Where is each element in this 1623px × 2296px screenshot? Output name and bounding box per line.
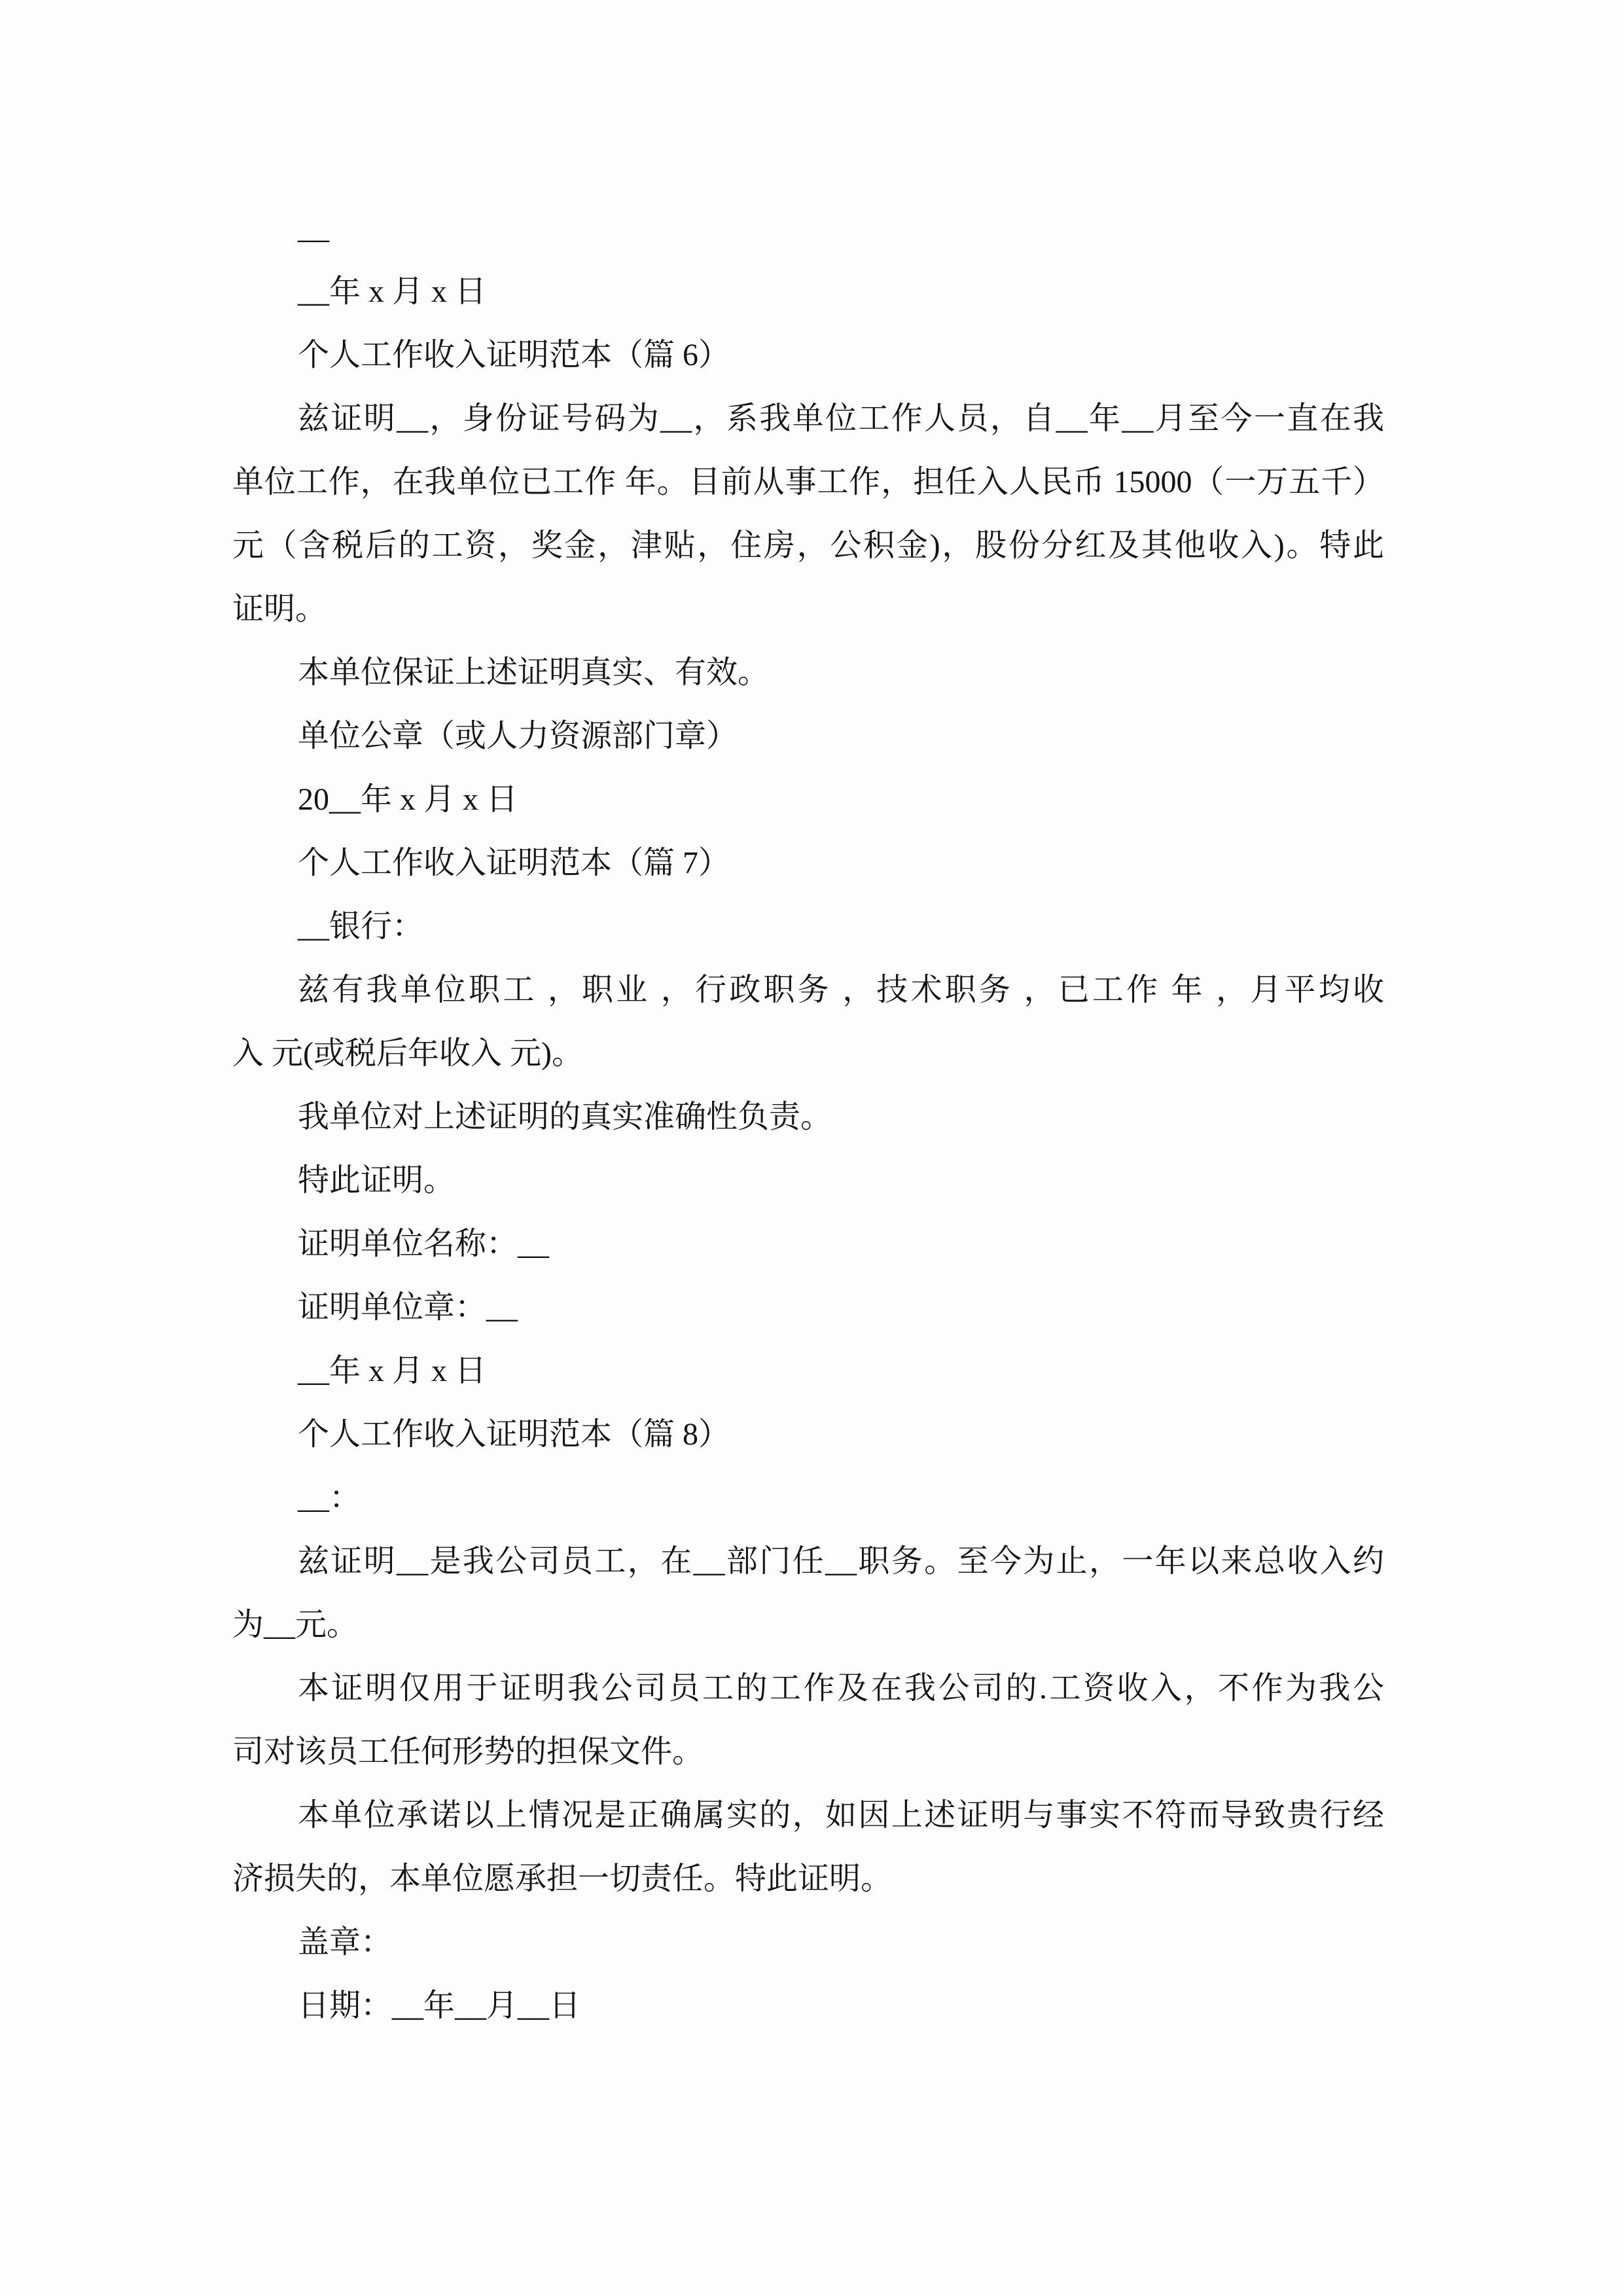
text-line: 个人工作收入证明范本（篇 7）: [298, 846, 730, 880]
text-line: 本单位保证上述证明真实、有效。: [298, 655, 770, 690]
text-line: 20__年 x 月 x 日: [298, 782, 518, 817]
text-line: 本证明仅用于证明我公司员工的工作及在我公司的.工资收入，不作为我公: [298, 1671, 1384, 1706]
text-line: 证明。: [232, 592, 327, 626]
text-line: 兹证明__是我公司员工，在__部门任__职务。至今为止，一年以来总收入约: [298, 1544, 1384, 1579]
text-line: __：: [298, 1480, 361, 1515]
text-line: __年 x 月 x 日: [298, 1354, 487, 1388]
text-line: 个人工作收入证明范本（篇 6）: [298, 338, 730, 372]
text-line: 兹证明__，身份证号码为__，系我单位工作人员，自__年__月至今一直在我: [298, 401, 1384, 436]
text-line: 兹有我单位职工 ，职业 ，行政职务 ，技术职务 ，已工作 年 ，月平均收: [298, 973, 1384, 1007]
text-line: __年 x 月 x 日: [298, 274, 487, 309]
text-line: 本单位承诺以上情况是正确属实的，如因上述证明与事实不符而导致贵行经: [298, 1798, 1384, 1833]
text-line: 单位工作，在我单位已工作 年。目前从事工作，担任入人民币 15000（一万五千）: [232, 465, 1384, 499]
text-line: 元（含税后的工资，奖金，津贴，住房，公积金)，股份分红及其他收入)。特此: [232, 528, 1384, 563]
text-line: 证明单位章：__: [298, 1290, 518, 1325]
text-line: 证明单位名称：__: [298, 1227, 550, 1261]
text-line: 个人工作收入证明范本（篇 8）: [298, 1417, 730, 1452]
text-line: 日期：__年__月__日: [298, 1988, 581, 2023]
text-line: __银行：: [298, 909, 424, 944]
text-line: 我单位对上述证明的真实准确性负责。: [298, 1100, 832, 1134]
text-line: 司对该员工任何形势的担保文件。: [232, 1734, 704, 1769]
text-line: 单位公章（或人力资源部门章）: [298, 719, 738, 753]
text-line: __: [298, 211, 329, 245]
text-line: 特此证明。: [298, 1163, 455, 1198]
text-line: 入 元(或税后年收入 元)。: [232, 1036, 583, 1071]
text-line: 盖章：: [298, 1925, 393, 1960]
text-line: 济损失的，本单位愿承担一切责任。特此证明。: [232, 1861, 893, 1896]
document-body: [232, 196, 1384, 2037]
text-line: 为__元。: [232, 1607, 359, 1642]
